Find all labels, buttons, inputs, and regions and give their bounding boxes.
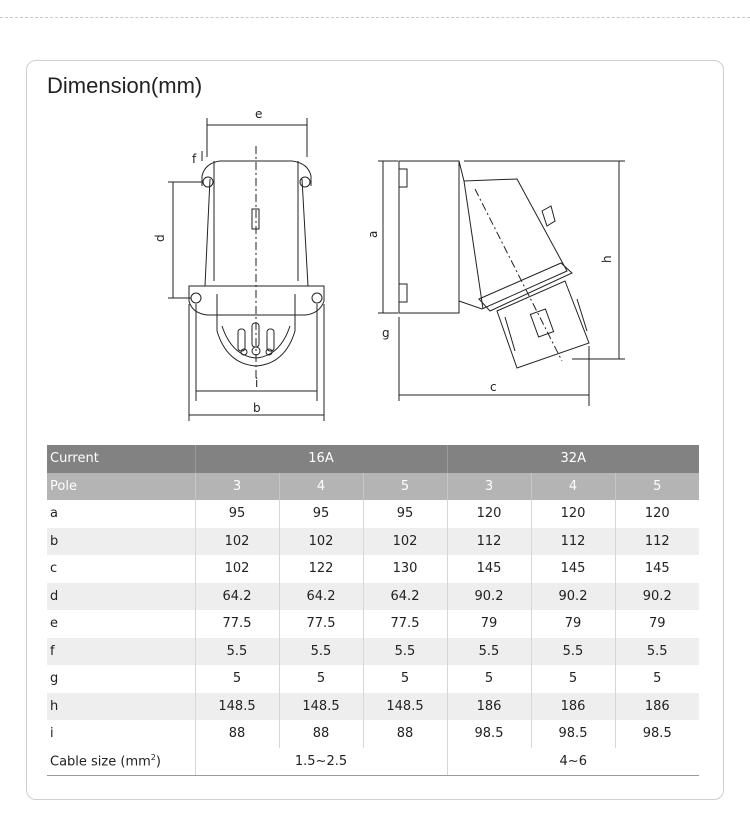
table-cell: 79: [531, 610, 615, 638]
table-row: [47, 610, 699, 638]
table-cell: 5: [615, 665, 699, 693]
table-cell: 5.5: [363, 638, 447, 666]
pole-label: Pole: [47, 473, 195, 501]
top-dashed-divider: [0, 17, 750, 18]
table-cell: 79: [447, 610, 531, 638]
table-cell: 64.2: [195, 583, 279, 611]
table-cell: 64.2: [363, 583, 447, 611]
table-cell: 5.5: [615, 638, 699, 666]
table-cell: 95: [363, 500, 447, 528]
row-label: b: [47, 528, 195, 556]
row-label: d: [47, 583, 195, 611]
table-cell: 148.5: [279, 693, 363, 721]
row-label: h: [47, 693, 195, 721]
cable-size-unit-sup: 2: [150, 753, 156, 763]
pole-cell: 4: [279, 473, 363, 501]
table-row: [47, 720, 699, 748]
pole-cell: 3: [447, 473, 531, 501]
table-cell: 98.5: [447, 720, 531, 748]
table-cell: 5: [531, 665, 615, 693]
table-cell: 5: [279, 665, 363, 693]
dimension-table: [47, 445, 699, 776]
table-cell: 64.2: [279, 583, 363, 611]
table-row: [47, 638, 699, 666]
current-label: Current: [47, 445, 195, 473]
table-cell: 88: [279, 720, 363, 748]
cable-size-label: [47, 748, 195, 776]
table-cell: 90.2: [447, 583, 531, 611]
dim-label-f: f: [192, 152, 197, 166]
current-row: [47, 445, 699, 473]
dim-label-g: g: [382, 326, 390, 340]
table-cell: 145: [615, 555, 699, 583]
table-cell: 90.2: [531, 583, 615, 611]
row-label: g: [50, 671, 59, 687]
current-16a: 16A: [195, 445, 447, 473]
cable-size-value: 4~6: [447, 748, 699, 776]
table-cell: 102: [195, 528, 279, 556]
table-cell: 102: [279, 528, 363, 556]
table-cell: 95: [195, 500, 279, 528]
cable-size-label-end: ): [155, 754, 161, 770]
table-row: [47, 500, 699, 528]
table-cell: 77.5: [195, 610, 279, 638]
table-cell: 112: [531, 528, 615, 556]
table-cell: 77.5: [363, 610, 447, 638]
table-row: [47, 583, 699, 611]
table-row: [47, 665, 699, 693]
dim-label-d: d: [153, 234, 167, 242]
table-cell: 130: [363, 555, 447, 583]
table-cell: 122: [279, 555, 363, 583]
table-cell: 98.5: [615, 720, 699, 748]
table-cell: 145: [531, 555, 615, 583]
dim-label-h: h: [600, 255, 614, 263]
table-cell: 102: [195, 555, 279, 583]
row-label: f: [47, 638, 195, 666]
dim-label-c: c: [490, 380, 497, 394]
table-cell: 112: [615, 528, 699, 556]
row-label: e: [50, 616, 58, 632]
cable-size-label-text: Cable size (mm: [50, 754, 151, 770]
table-cell: 5.5: [279, 638, 363, 666]
table-cell: 186: [531, 693, 615, 721]
dim-label-e: e: [255, 107, 263, 121]
dim-label-a: a: [366, 230, 380, 238]
table-cell: 90.2: [615, 583, 699, 611]
table-cell: 148.5: [363, 693, 447, 721]
table-cell: 148.5: [195, 693, 279, 721]
pole-cell: 5: [363, 473, 447, 501]
side-view-drawing: [378, 161, 625, 406]
cable-size-row: [47, 748, 699, 776]
table-cell: 98.5: [531, 720, 615, 748]
dim-label-b: b: [253, 401, 261, 415]
card-title: Dimension(mm): [47, 73, 203, 98]
table-cell: 145: [447, 555, 531, 583]
pole-cell: 4: [531, 473, 615, 501]
pole-cell: 5: [615, 473, 699, 501]
table-cell: 95: [279, 500, 363, 528]
table-cell: 77.5: [279, 610, 363, 638]
pole-row: [47, 473, 699, 501]
cable-size-value: 1.5~2.5: [195, 748, 447, 776]
table-cell: 5: [447, 665, 531, 693]
table-row: [47, 555, 699, 583]
table-cell: 5: [363, 665, 447, 693]
row-label: c: [50, 561, 58, 577]
table-cell: 120: [447, 500, 531, 528]
table-cell: 88: [363, 720, 447, 748]
table-cell: 5.5: [195, 638, 279, 666]
table-cell: 102: [363, 528, 447, 556]
table-row: [47, 693, 699, 721]
table-cell: 5.5: [447, 638, 531, 666]
dim-label-i: i: [255, 376, 259, 390]
table-cell: 120: [615, 500, 699, 528]
current-32a: 32A: [447, 445, 699, 473]
dimension-drawing: [27, 61, 725, 441]
table-cell: 5.5: [531, 638, 615, 666]
dimension-card: [26, 60, 724, 800]
table-cell: 79: [615, 610, 699, 638]
table-cell: 5: [195, 665, 279, 693]
table-cell: 88: [195, 720, 279, 748]
table-cell: 120: [531, 500, 615, 528]
table-cell: 186: [447, 693, 531, 721]
table-cell: 112: [447, 528, 531, 556]
table-row: [47, 528, 699, 556]
pole-cell: 3: [195, 473, 279, 501]
table-cell: 186: [615, 693, 699, 721]
row-label: i: [50, 726, 54, 742]
row-label: a: [50, 506, 58, 522]
